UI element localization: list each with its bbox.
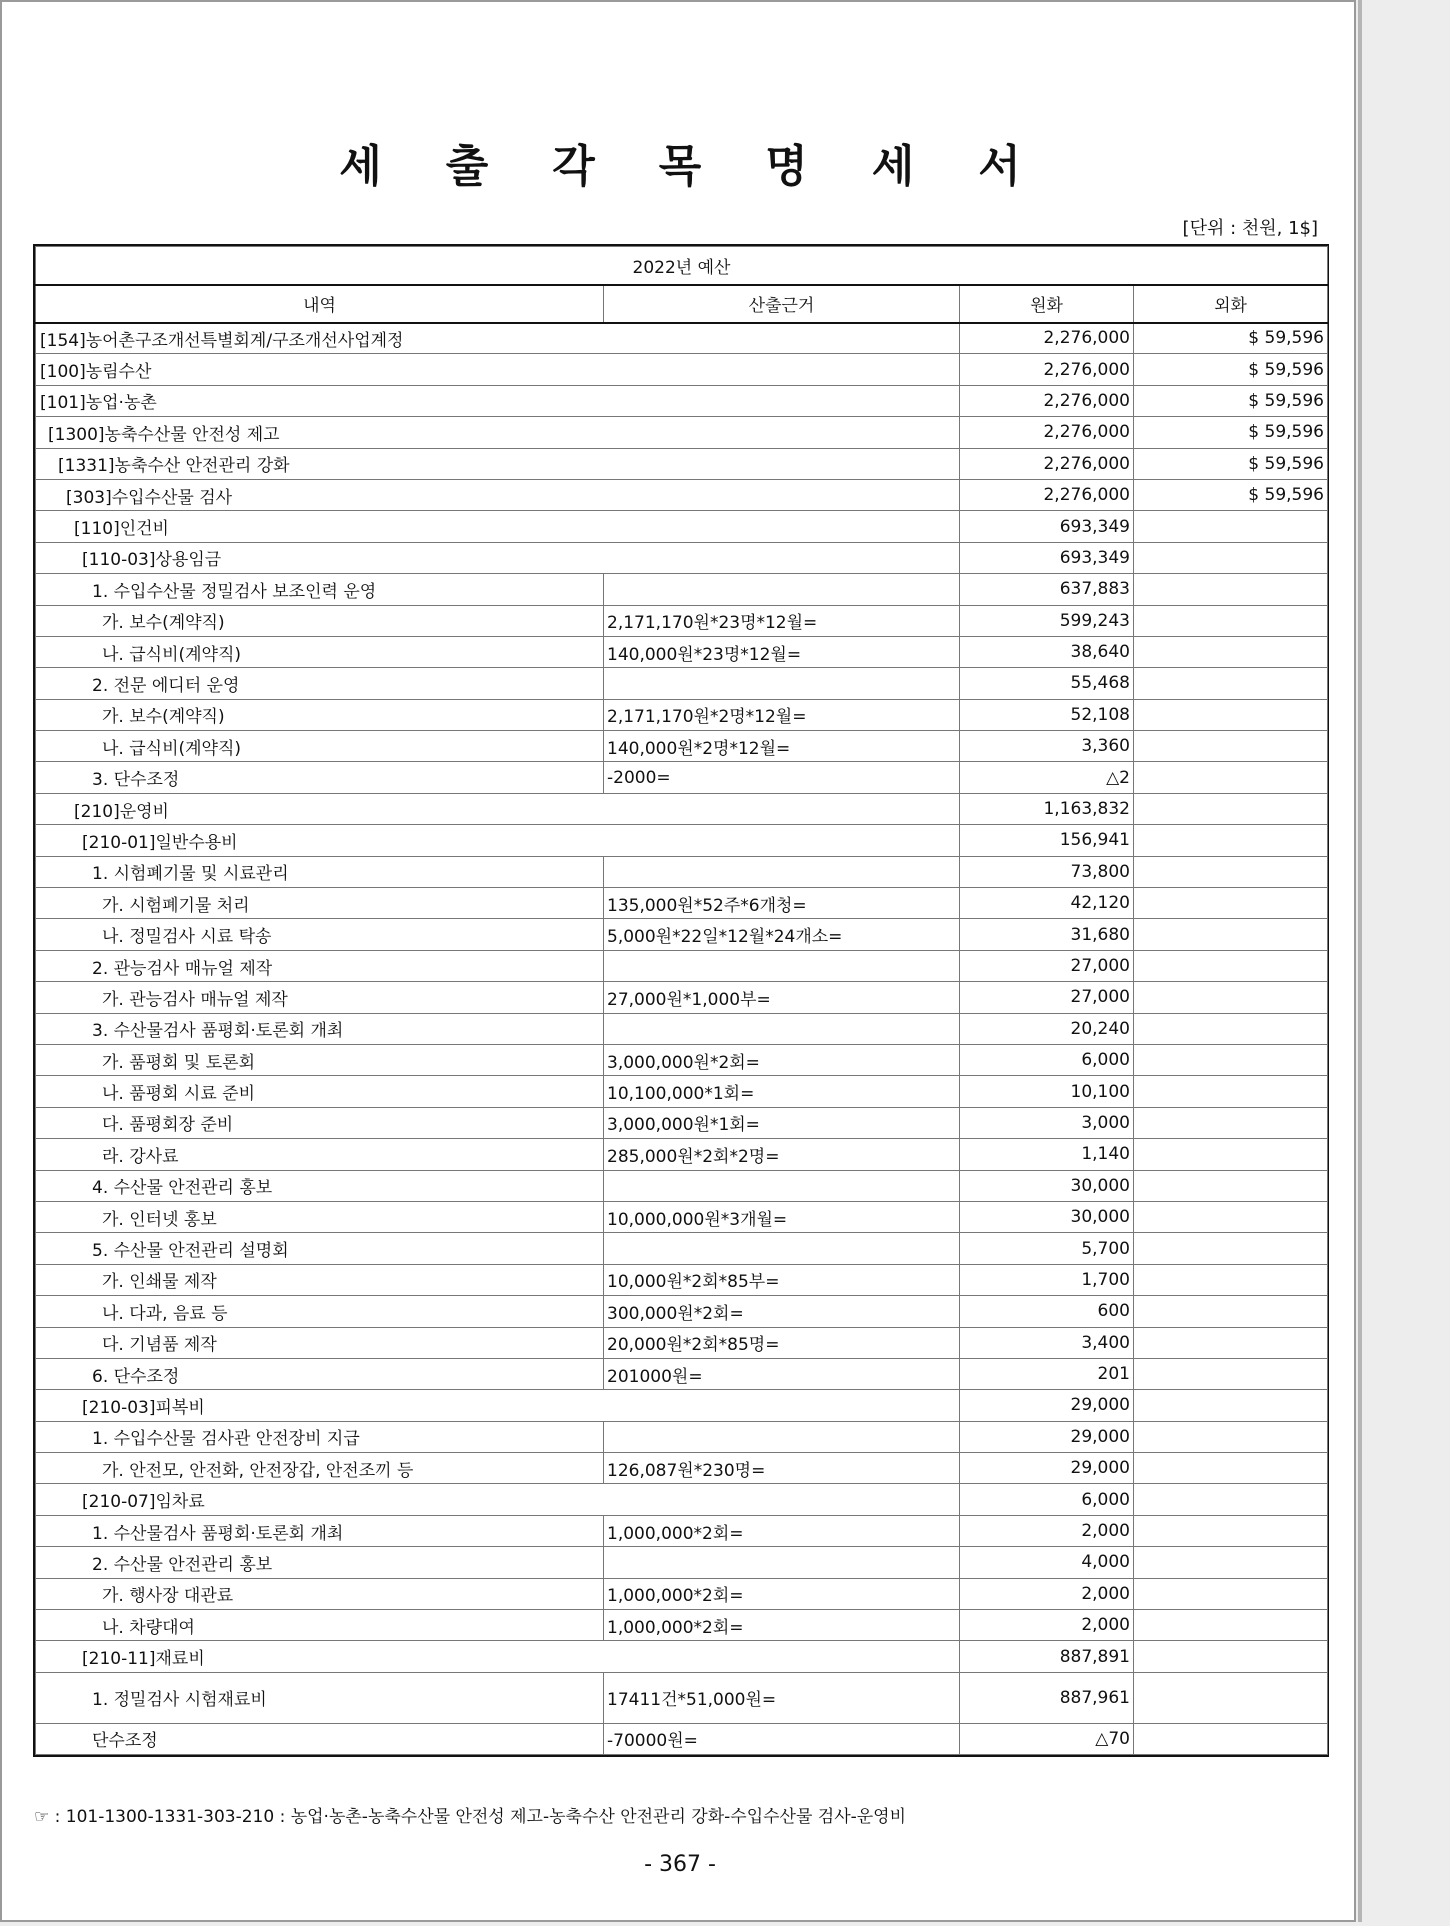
cell-item: 가. 인터넷 홍보 [36,1201,604,1232]
cell-krw: △70 [960,1723,1134,1754]
page-edge-shadow [1358,0,1362,1922]
cell-krw: 27,000 [960,950,1134,981]
cell-basis: 140,000원*2명*12월= [604,731,960,762]
cell-item: 1. 수입수산물 검사관 안전장비 지급 [36,1421,604,1452]
cell-usd [1134,1421,1328,1452]
cell-item: [1331]농축수산 안전관리 강화 [36,448,960,479]
cell-usd [1134,1641,1328,1672]
cell-usd [1134,1076,1328,1107]
cell-basis: 2,171,170원*2명*12월= [604,699,960,730]
cell-usd [1134,1515,1328,1546]
table-row [36,323,1328,354]
cell-item: 다. 품평회장 준비 [36,1107,604,1138]
cell-item: 5. 수산물 안전관리 설명회 [36,1233,604,1264]
cell-basis [604,950,960,981]
cell-item: 2. 관능검사 매뉴얼 제작 [36,950,604,981]
cell-usd [1134,1107,1328,1138]
cell-usd: $ 59,596 [1134,385,1328,416]
cell-krw: 637,883 [960,574,1134,605]
cell-item: [154]농어촌구조개선특별회계/구조개선사업계정 [36,323,960,354]
cell-item: [1300]농축수산물 안전성 제고 [36,417,960,448]
title-char: 각 [552,141,595,192]
cell-usd [1134,1170,1328,1201]
cell-item: 4. 수산물 안전관리 홍보 [36,1170,604,1201]
cell-item: 가. 시험폐기물 처리 [36,888,604,919]
cell-item: [100]농림수산 [36,354,960,385]
table-row [36,542,1328,573]
cell-usd [1134,731,1328,762]
cell-krw: 201 [960,1358,1134,1389]
column-header-usd: 외화 [1134,285,1328,323]
cell-krw: 887,961 [960,1672,1134,1723]
cell-item: 가. 행사장 대관료 [36,1578,604,1609]
cell-krw: 2,276,000 [960,417,1134,448]
cell-usd [1134,511,1328,542]
cell-item: 나. 다과, 음료 등 [36,1296,604,1327]
cell-usd [1134,762,1328,793]
cell-krw: 2,276,000 [960,448,1134,479]
title-char: 세 [871,141,915,192]
table-row [36,762,1328,793]
cell-krw: 2,000 [960,1515,1134,1546]
table-row [36,982,1328,1013]
table-row [36,1547,1328,1578]
column-header-item: 내역 [36,285,604,323]
cell-usd [1134,542,1328,573]
cell-basis: 10,100,000*1회= [604,1076,960,1107]
cell-basis: 126,087원*230명= [604,1453,960,1484]
table-row [36,1723,1328,1754]
cell-item: 가. 인쇄물 제작 [36,1264,604,1295]
title-char: 목 [658,141,702,192]
cell-item: 라. 강사료 [36,1139,604,1170]
cell-usd [1134,1672,1328,1723]
cell-usd [1134,950,1328,981]
table-row [36,699,1328,730]
cell-usd [1134,636,1328,667]
page-title [2,130,1358,194]
cell-basis: 5,000원*22일*12월*24개소= [604,919,960,950]
table-row [36,574,1328,605]
cell-usd [1134,668,1328,699]
table-row [36,950,1328,981]
cell-usd [1134,825,1328,856]
cell-krw: 3,360 [960,731,1134,762]
cell-krw: 693,349 [960,542,1134,573]
cell-basis [604,1013,960,1044]
table-row [36,417,1328,448]
table-row [36,1327,1328,1358]
cell-krw: 3,000 [960,1107,1134,1138]
table-row [36,1044,1328,1075]
table-row [36,888,1328,919]
cell-usd: $ 59,596 [1134,479,1328,510]
cell-basis [604,1547,960,1578]
cell-usd: $ 59,596 [1134,323,1328,354]
table-row [36,919,1328,950]
cell-item: 3. 단수조정 [36,762,604,793]
cell-usd: $ 59,596 [1134,417,1328,448]
cell-basis: 3,000,000원*2회= [604,1044,960,1075]
cell-krw: 5,700 [960,1233,1134,1264]
cell-krw: 156,941 [960,825,1134,856]
cell-usd [1134,919,1328,950]
cell-basis: 140,000원*23명*12월= [604,636,960,667]
cell-krw: 1,700 [960,1264,1134,1295]
table-row [36,1264,1328,1295]
cell-usd [1134,1484,1328,1515]
cell-usd: $ 59,596 [1134,354,1328,385]
table-row [36,793,1328,824]
cell-item: [210-11]재료비 [36,1641,960,1672]
cell-basis: 1,000,000*2회= [604,1578,960,1609]
cell-usd [1134,888,1328,919]
cell-basis: 10,000원*2회*85부= [604,1264,960,1295]
cell-usd [1134,1013,1328,1044]
cell-basis [604,856,960,887]
cell-basis: 1,000,000*2회= [604,1515,960,1546]
cell-item: 나. 급식비(계약직) [36,731,604,762]
cell-krw: 4,000 [960,1547,1134,1578]
cell-krw: 29,000 [960,1453,1134,1484]
cell-basis [604,1421,960,1452]
cell-krw: 2,000 [960,1578,1134,1609]
cell-krw: 38,640 [960,636,1134,667]
cell-item: [210-07]임차료 [36,1484,960,1515]
cell-krw: 600 [960,1296,1134,1327]
cell-basis: 27,000원*1,000부= [604,982,960,1013]
cell-krw: 52,108 [960,699,1134,730]
cell-krw: 73,800 [960,856,1134,887]
footnote: ☞ : 101-1300-1331-303-210 : 농업·농촌-농축수산물 안전성 제고-농축수산 안전관리 강화-수입수산물 검사-운영비 [34,1807,907,1827]
cell-basis: 285,000원*2회*2명= [604,1139,960,1170]
cell-krw: 55,468 [960,668,1134,699]
budget-table [35,246,1328,1755]
cell-item: 6. 단수조정 [36,1358,604,1389]
cell-krw: 2,276,000 [960,479,1134,510]
cell-item: 가. 관능검사 매뉴얼 제작 [36,982,604,1013]
cell-usd [1134,1358,1328,1389]
cell-usd [1134,1296,1328,1327]
table-row [36,1672,1328,1723]
cell-item: 가. 보수(계약직) [36,605,604,636]
cell-item: 다. 기념품 제작 [36,1327,604,1358]
cell-item: 나. 정밀검사 시료 탁송 [36,919,604,950]
cell-item: 가. 보수(계약직) [36,699,604,730]
cell-item: [101]농업·농촌 [36,385,960,416]
cell-item: [210-01]일반수용비 [36,825,960,856]
cell-item: [210]운영비 [36,793,960,824]
cell-item: 2. 전문 에디터 운영 [36,668,604,699]
cell-item: 가. 품평회 및 토론회 [36,1044,604,1075]
cell-basis [604,1170,960,1201]
cell-basis: 17411건*51,000원= [604,1672,960,1723]
cell-item: 가. 안전모, 안전화, 안전장갑, 안전조끼 등 [36,1453,604,1484]
cell-krw: 6,000 [960,1484,1134,1515]
cell-krw: 1,140 [960,1139,1134,1170]
cell-krw: 10,100 [960,1076,1134,1107]
cell-basis [604,668,960,699]
column-header-basis: 산출근거 [604,285,960,323]
cell-krw: 887,891 [960,1641,1134,1672]
table-row [36,1453,1328,1484]
cell-usd [1134,1233,1328,1264]
cell-krw: 29,000 [960,1421,1134,1452]
table-row [36,1139,1328,1170]
cell-basis: 20,000원*2회*85명= [604,1327,960,1358]
cell-usd: $ 59,596 [1134,448,1328,479]
table-row [36,1484,1328,1515]
table-row [36,1201,1328,1232]
cell-usd [1134,1264,1328,1295]
cell-usd [1134,1390,1328,1421]
cell-krw: 30,000 [960,1170,1134,1201]
cell-basis: -70000원= [604,1723,960,1754]
cell-item: [210-03]피복비 [36,1390,960,1421]
table-row [36,1296,1328,1327]
column-header-row [36,285,1328,323]
unit-label: [단위 : 천원, 1$] [1182,218,1318,239]
table-row [36,511,1328,542]
cell-usd [1134,982,1328,1013]
cell-item: 단수조정 [36,1723,604,1754]
cell-usd [1134,605,1328,636]
cell-krw: 6,000 [960,1044,1134,1075]
title-char: 서 [978,141,1021,192]
table-row [36,1421,1328,1452]
table-row [36,1641,1328,1672]
cell-item: [110-03]상용임금 [36,542,960,573]
cell-basis: -2000= [604,762,960,793]
cell-krw: 30,000 [960,1201,1134,1232]
cell-usd [1134,1578,1328,1609]
cell-krw: 2,276,000 [960,354,1134,385]
table-row [36,1170,1328,1201]
table-row [36,1578,1328,1609]
cell-krw: 2,276,000 [960,323,1134,354]
cell-item: [303]수입수산물 검사 [36,479,960,510]
cell-basis [604,1233,960,1264]
table-row [36,605,1328,636]
cell-usd [1134,699,1328,730]
cell-krw: 31,680 [960,919,1134,950]
cell-item: 2. 수산물 안전관리 홍보 [36,1547,604,1578]
table-row [36,354,1328,385]
cell-item: 1. 정밀검사 시험재료비 [36,1672,604,1723]
page-number: - 367 - [644,1852,716,1877]
title-char: 세 [339,141,382,192]
year-header-row [36,247,1328,285]
cell-item: 1. 수산물검사 품평회·토론회 개최 [36,1515,604,1546]
cell-usd [1134,1327,1328,1358]
column-header-krw: 원화 [960,285,1134,323]
cell-usd [1134,1723,1328,1754]
table-row [36,1013,1328,1044]
cell-item: 나. 차량대여 [36,1610,604,1641]
cell-usd [1134,1044,1328,1075]
cell-usd [1134,1139,1328,1170]
table-row [36,1233,1328,1264]
table-row [36,856,1328,887]
cell-krw: 3,400 [960,1327,1134,1358]
cell-usd [1134,1547,1328,1578]
table-row [36,825,1328,856]
cell-krw: 693,349 [960,511,1134,542]
cell-usd [1134,574,1328,605]
cell-krw: 20,240 [960,1013,1134,1044]
table-row [36,479,1328,510]
cell-krw: 42,120 [960,888,1134,919]
cell-basis: 300,000원*2회= [604,1296,960,1327]
cell-usd [1134,1201,1328,1232]
cell-item: 1. 시험폐기물 및 시료관리 [36,856,604,887]
cell-item: [110]인건비 [36,511,960,542]
title-char: 출 [445,141,489,192]
table-row [36,385,1328,416]
cell-usd [1134,856,1328,887]
cell-item: 3. 수산물검사 품평회·토론회 개최 [36,1013,604,1044]
table-row [36,731,1328,762]
cell-krw: 2,000 [960,1610,1134,1641]
cell-basis: 1,000,000*2회= [604,1610,960,1641]
cell-usd [1134,793,1328,824]
table-row [36,636,1328,667]
cell-basis: 135,000원*52주*6개청= [604,888,960,919]
cell-krw: 2,276,000 [960,385,1134,416]
cell-basis: 201000원= [604,1358,960,1389]
year-header: 2022년 예산 [36,247,1328,285]
cell-basis: 3,000,000원*1회= [604,1107,960,1138]
table-row [36,448,1328,479]
cell-basis: 2,171,170원*23명*12월= [604,605,960,636]
table-row [36,1610,1328,1641]
table-row [36,1076,1328,1107]
cell-item: 나. 품평회 시료 준비 [36,1076,604,1107]
table-row [36,668,1328,699]
cell-item: 나. 급식비(계약직) [36,636,604,667]
cell-krw: 599,243 [960,605,1134,636]
table-row [36,1358,1328,1389]
cell-basis [604,574,960,605]
cell-basis: 10,000,000원*3개월= [604,1201,960,1232]
title-char: 명 [765,141,808,192]
table-row [36,1390,1328,1421]
cell-usd [1134,1610,1328,1641]
cell-item: 1. 수입수산물 정밀검사 보조인력 운영 [36,574,604,605]
cell-krw: △2 [960,762,1134,793]
cell-krw: 27,000 [960,982,1134,1013]
budget-table-frame [33,244,1329,1757]
cell-krw: 29,000 [960,1390,1134,1421]
table-row [36,1515,1328,1546]
cell-krw: 1,163,832 [960,793,1134,824]
cell-usd [1134,1453,1328,1484]
table-row [36,1107,1328,1138]
